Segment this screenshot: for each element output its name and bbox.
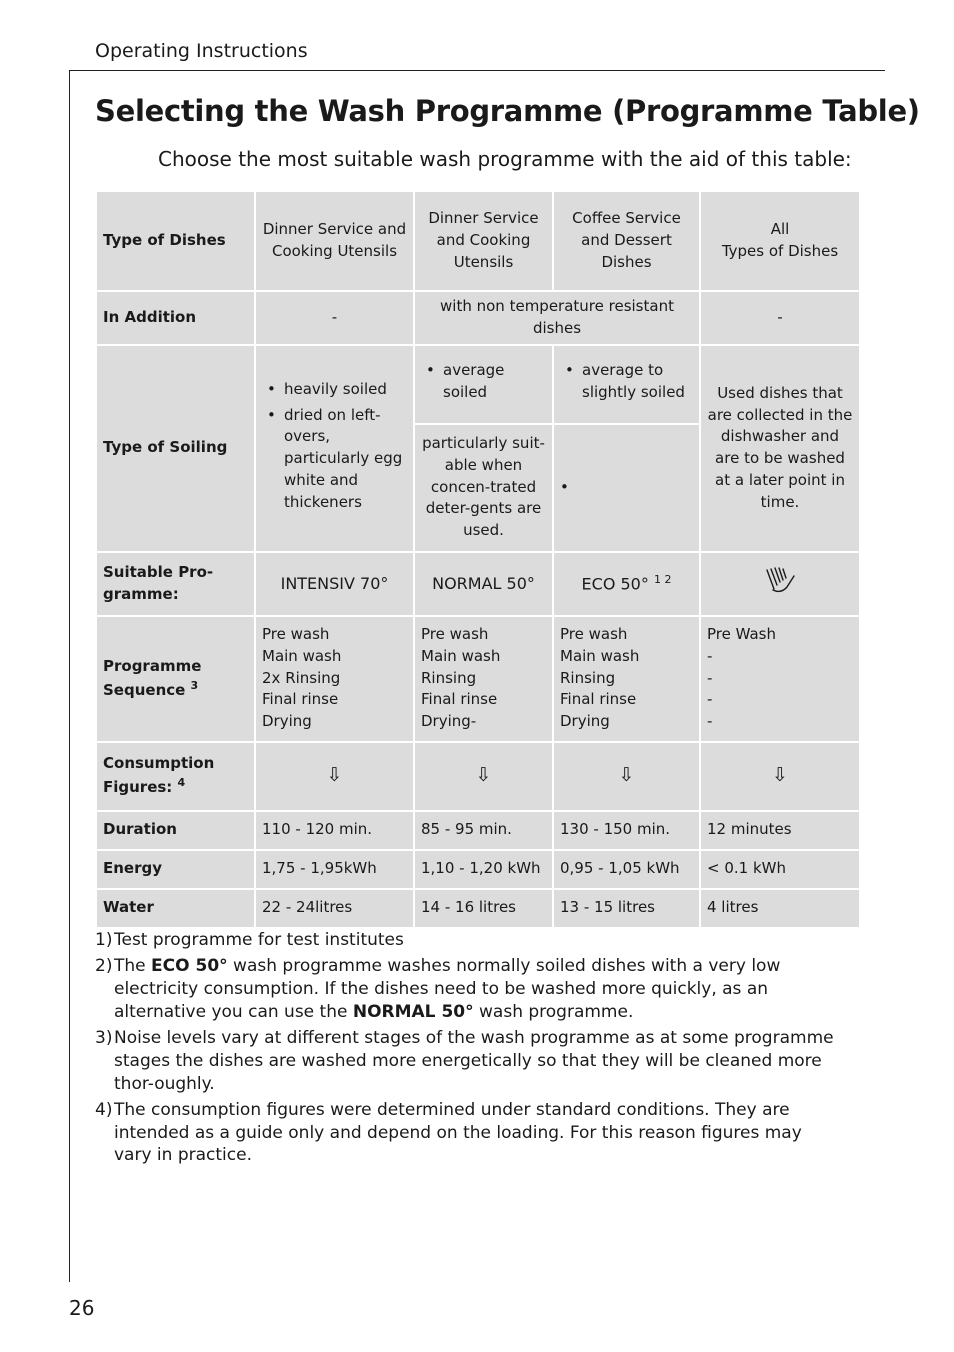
footnotes — [95, 929, 835, 1170]
col1-soiling-list — [262, 379, 407, 514]
sequence-step: - — [707, 690, 713, 709]
sequence-step: - — [707, 712, 713, 731]
col4-dishes-line1: All — [770, 220, 790, 239]
sequence-step: Rinsing — [421, 668, 477, 687]
col2-soiling-list — [421, 360, 546, 404]
sequence-step: Final rinse — [560, 690, 637, 709]
consumption-footnote-ref: 4 — [177, 776, 186, 789]
footnote-3 — [95, 1027, 835, 1096]
rowhead-consumption — [97, 743, 254, 810]
sequence-step: Final rinse — [421, 690, 498, 709]
row-water — [97, 890, 859, 927]
col4-duration: 12 minutes — [701, 812, 859, 849]
col2-water: 14 - 16 litres — [415, 890, 552, 927]
prewash-shower-icon — [763, 565, 797, 595]
row-type-of-soiling — [97, 346, 859, 423]
col4-water: 4 litres — [701, 890, 859, 927]
footnote-2 — [95, 955, 835, 1024]
col2-sequence — [415, 617, 552, 741]
sequence-step: Drying- — [421, 712, 477, 731]
col4-consumption — [701, 743, 859, 810]
sequence-step: Pre Wash — [707, 625, 777, 644]
col4-energy: < 0.1 kWh — [701, 851, 859, 888]
sequence-step: Pre wash — [262, 625, 330, 644]
row-programme-sequence — [97, 617, 859, 741]
sequence-step: - — [707, 668, 713, 687]
rowhead-suitable-programme: Suitable Pro-gramme: — [97, 553, 254, 615]
col3-soiling-list — [560, 360, 693, 404]
running-header: Operating Instructions — [95, 40, 308, 62]
col3-water: 13 - 15 litres — [554, 890, 699, 927]
sequence-step: 2x Rinsing — [262, 668, 341, 687]
col1-dishes: Dinner Service and Cooking Utensils — [256, 192, 413, 290]
col1-duration: 110 - 120 min. — [256, 812, 413, 849]
footnote-text-post: wash programme. — [473, 1001, 634, 1022]
row-suitable-programme — [97, 553, 859, 615]
col23-in-addition: with non temperature resistant dishes — [415, 292, 699, 344]
col2-dishes: Dinner Service and Cooking Utensils — [415, 192, 552, 290]
col2-energy: 1,10 - 1,20 kWh — [415, 851, 552, 888]
col3-programme-name: ECO 50° — [581, 574, 649, 594]
down-arrow-icon: ⇩ — [772, 764, 788, 787]
footnote-number: 2) — [95, 955, 113, 976]
col3-sequence — [554, 617, 699, 741]
row-in-addition — [97, 292, 859, 344]
col3-programme — [554, 553, 699, 615]
rowhead-energy: Energy — [97, 851, 254, 888]
col1-sequence — [256, 617, 413, 741]
sequence-step: Main wash — [560, 646, 640, 665]
col3-soiling-note: • — [554, 425, 699, 551]
sequence-step: Pre wash — [421, 625, 489, 644]
col4-dishes — [701, 192, 859, 290]
footnote-1 — [95, 929, 835, 952]
down-arrow-icon: ⇩ — [618, 764, 635, 787]
col2-programme: NORMAL 50° — [415, 553, 552, 615]
col4-soiling: Used dishes that are collected in the dishwasher and are to be washed at a later point in time. — [701, 346, 859, 551]
rowhead-duration: Duration — [97, 812, 254, 849]
col3-programme-footnote-refs: 1 2 — [653, 572, 672, 586]
sequence-step: Main wash — [262, 646, 342, 665]
programme-sequence-footnote-ref: 3 — [190, 678, 199, 692]
rowhead-in-addition: In Addition — [97, 292, 254, 344]
page-title: Selecting the Wash Programme (Programme Table) — [95, 94, 920, 128]
col3-dishes: Coffee Service and Dessert Dishes — [554, 192, 699, 290]
col1-in-addition: - — [256, 292, 413, 344]
col2-soiling-note: particularly suit-able when concen-trated deter-gents are used. — [415, 425, 552, 551]
col1-water: 22 - 24litres — [256, 890, 413, 927]
footnote-number: 3) — [95, 1027, 113, 1048]
col2-consumption — [415, 743, 552, 810]
sequence-step: Final rinse — [262, 690, 339, 709]
col4-in-addition: - — [701, 292, 859, 344]
sequence-step: Drying — [262, 712, 312, 731]
col1-programme: INTENSIV 70° — [256, 553, 413, 615]
col4-sequence — [701, 617, 859, 741]
col2-soiling — [415, 346, 552, 423]
col1-consumption — [256, 743, 413, 810]
footnote-number: 1) — [95, 930, 113, 950]
row-energy — [97, 851, 859, 888]
col2-duration: 85 - 95 min. — [415, 812, 552, 849]
footnote-text-pre: The — [114, 955, 152, 976]
footnote-text: Test programme for test institutes — [114, 930, 404, 950]
margin-rule — [69, 70, 70, 1282]
row-consumption — [97, 743, 859, 810]
down-arrow-icon: ⇩ — [475, 764, 492, 787]
footnote-4 — [95, 1099, 835, 1168]
rowhead-type-of-soiling: Type of Soiling — [97, 346, 254, 551]
row-duration — [97, 812, 859, 849]
sequence-step: Pre wash — [560, 625, 628, 644]
col4-dishes-line2: Types of Dishes — [721, 242, 839, 260]
sequence-step: Drying — [560, 712, 610, 731]
down-arrow-icon: ⇩ — [326, 764, 343, 787]
sequence-step: - — [707, 646, 713, 665]
footnote-number: 4) — [95, 1099, 113, 1120]
col3-consumption — [554, 743, 699, 810]
col4-programme — [701, 553, 859, 615]
header-rule — [69, 70, 885, 71]
list-item: • dried on left-overs, particularly egg white and thickeners — [284, 405, 407, 514]
footnote-text: Noise levels vary at different stages of the wash programme as at some programme stages the dishes are washed more energetically so that they will be cleaned more thor-oughly. — [114, 1027, 834, 1094]
list-item: • heavily soiled — [284, 379, 407, 401]
row-type-of-dishes — [97, 192, 859, 290]
intro-text: Choose the most suitable wash programme with the aid of this table: — [158, 147, 852, 171]
page-number: 26 — [69, 1296, 95, 1320]
consumption-label: Consumption Figures: — [103, 754, 215, 796]
col3-duration: 130 - 150 min. — [554, 812, 699, 849]
list-item: • average soiled — [443, 360, 546, 404]
col1-soiling — [256, 346, 413, 551]
sequence-step: Main wash — [421, 646, 501, 665]
footnote-eco-programme: ECO 50° — [151, 955, 228, 976]
programme-sequence-label: Programme Sequence — [103, 656, 202, 699]
rowhead-type-of-dishes: Type of Dishes — [97, 192, 254, 290]
footnote-text-mid: wash programme washes normally soiled dishes with a very low electricity consumption. If the dishes need to be washed more quickly, as an alternative you can use the — [114, 955, 781, 1022]
sequence-step: Rinsing — [560, 668, 616, 687]
col1-energy: 1,75 - 1,95kWh — [256, 851, 413, 888]
col3-energy: 0,95 - 1,05 kWh — [554, 851, 699, 888]
rowhead-programme-sequence — [97, 617, 254, 741]
rowhead-water: Water — [97, 890, 254, 927]
programme-table — [95, 190, 861, 929]
footnote-normal-programme: NORMAL 50° — [352, 1001, 474, 1022]
list-item: • average to slightly soiled — [582, 360, 693, 404]
col3-soiling — [554, 346, 699, 423]
footnote-text: The consumption figures were determined under standard conditions. They are intended as a guide only and depend on the loading. For this reason figures may vary in practice. — [114, 1099, 802, 1166]
